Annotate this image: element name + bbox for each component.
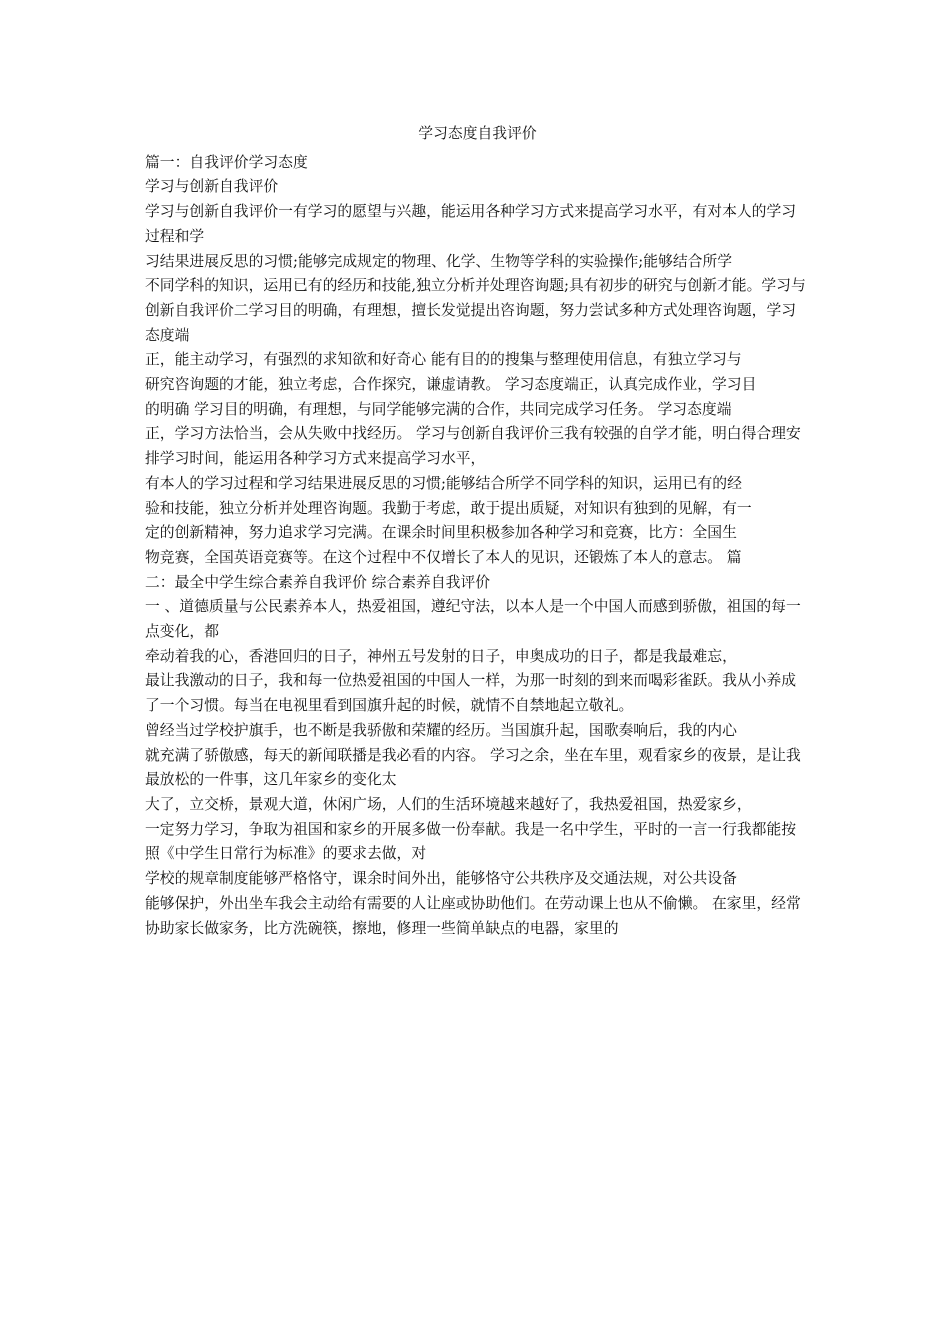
paragraph: 篇一：自我评价学习态度 <box>145 153 308 171</box>
paragraph: 最让我激动的日子，我和每一位热爱祖国的中国人一样，为那一时刻的到来而喝彩雀跃。我从小养成了一个习惯。每当在电视里看到国旗升起的时候，就情不自禁地起立敬礼。 <box>145 672 797 715</box>
paragraph: 二：最全中学生综合素养自我评价 综合素养自我评价 <box>145 573 491 591</box>
paragraph: 验和技能，独立分析并处理咨询题。我勤于考虑，敢于提出质疑，对知识有独到的见解，有一 <box>145 499 752 517</box>
paragraph: 有本人的学习过程和学习结果进展反思的习惯;能够结合所学不同学科的知识，运用已有的经 <box>145 474 742 492</box>
paragraph: 学习与创新自我评价一有学习的愿望与兴趣，能运用各种学习方式来提高学习水平，有对本人的学习过程和学 <box>145 203 797 245</box>
paragraph: 物竞赛，全国英语竞赛等。在这个过程中不仅增长了本人的见识，还锻炼了本人的意志。 篇 <box>145 548 742 566</box>
paragraph: 牵动着我的心，香港回归的日子，神州五号发射的日子，申奥成功的日子，都是我最难忘， <box>145 647 737 665</box>
paragraph: 大了，立交桥，景观大道，休闲广场，人们的生活环境越来越好了，我热爱祖国，热爱家乡， <box>145 795 752 813</box>
paragraph: 研究咨询题的才能，独立考虑，合作探究，谦虚请教。 学习态度端正，认真完成作业，学习目 <box>145 376 757 394</box>
document-body <box>145 151 810 942</box>
paragraph: 就充满了骄傲感，每天的新闻联播是我必看的内容。 学习之余，坐在车里，观看家乡的夜景，是让我最放松的一件事，这几年家乡的变化太 <box>145 746 801 789</box>
paragraph: 不同学科的知识，运用已有的经历和技能,独立分析并处理咨询题;具有初步的研究与创新才能。学习与创新自我评价二学习目的明确，有理想，擅长发觉提出咨询题，努力尝试多种方式处理咨询题，学习态度端 <box>145 277 806 344</box>
document-title: 学习态度自我评价 <box>418 125 537 142</box>
paragraph: 的明确 学习目的明确，有理想，与同学能够完满的合作，共同完成学习任务。 学习态度端 <box>145 400 732 418</box>
paragraph: 习结果进展反思的习惯;能够完成规定的物理、化学、生物等学科的实验操作;能够结合所学 <box>145 252 733 270</box>
paragraph: 正，学习方法恰当，会从失败中找经历。 学习与创新自我评价三我有较强的自学才能，明白得合理安排学习时间，能运用各种学习方式来提高学习水平， <box>145 425 801 468</box>
paragraph: 定的创新精神，努力追求学习完满。在课余时间里积极参加各种学习和竞赛，比方：全国生 <box>145 524 737 542</box>
paragraph: 学校的规章制度能够严格恪守，课余时间外出，能够恪守公共秩序及交通法规，对公共设备 <box>145 870 737 888</box>
paragraph: 能够保护，外出坐车我会主动给有需要的人让座或协助他们。在劳动课上也从不偷懒。 在家里，经常协助家长做家务，比方洗碗筷，擦地，修理一些简单缺点的电器，家里的 <box>145 894 801 937</box>
paragraph: 正，能主动学习，有强烈的求知欲和好奇心 能有目的的搜集与整理使用信息，有独立学习与 <box>145 351 742 369</box>
paragraph: 学习与创新自我评价 <box>145 178 279 196</box>
paragraph: 一定努力学习，争取为祖国和家乡的开展多做一份奉献。我是一名中学生，平时的一言一行我都能按照《中学生日常行为标准》的要求去做，对 <box>145 820 797 863</box>
paragraph: 一 、道德质量与公民素养本人，热爱祖国，遵纪守法，以本人是一个中国人而感到骄傲，祖国的每一点变化，都 <box>145 598 801 641</box>
document-page <box>145 122 810 941</box>
paragraph: 曾经当过学校护旗手，也不断是我骄傲和荣耀的经历。当国旗升起，国歌奏响后，我的内心 <box>145 721 737 739</box>
